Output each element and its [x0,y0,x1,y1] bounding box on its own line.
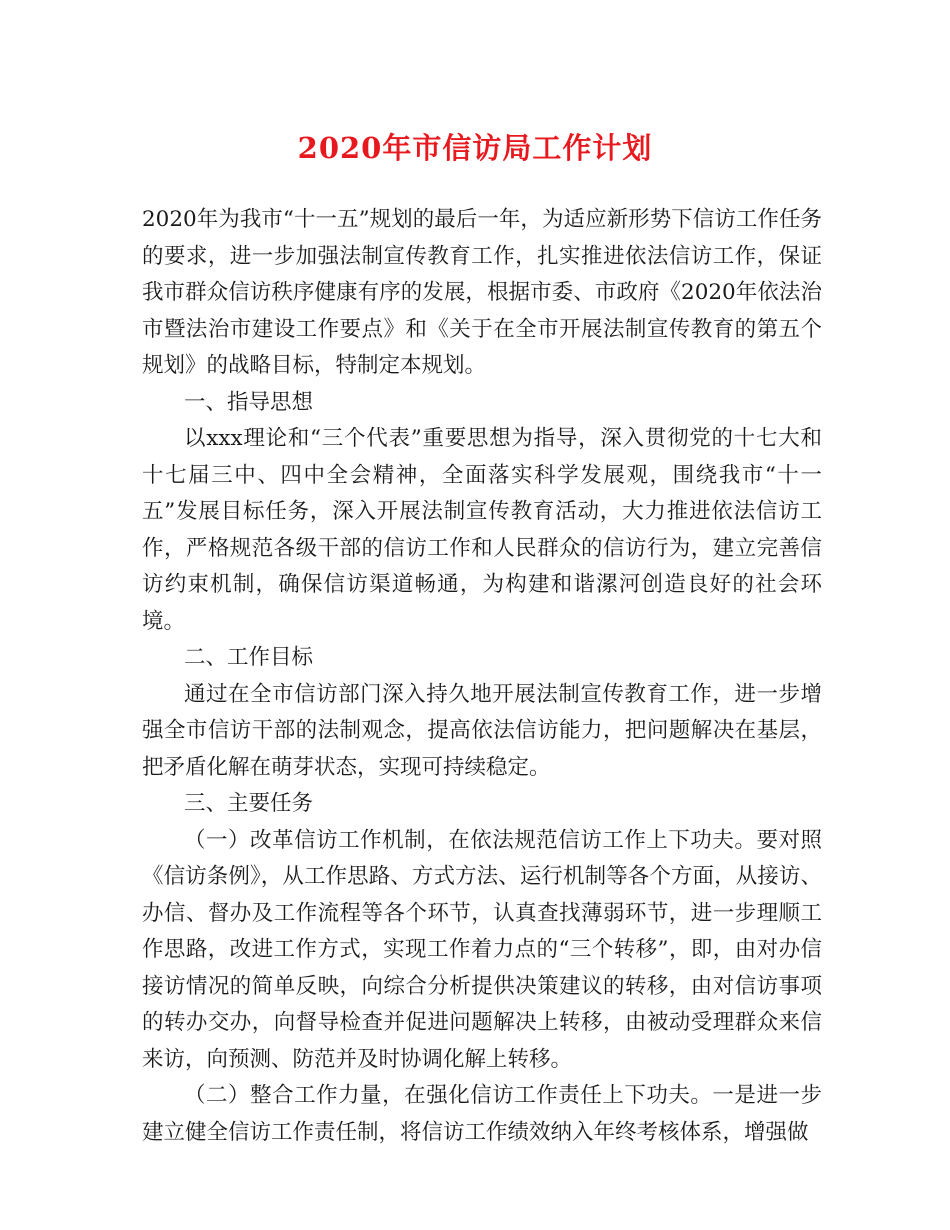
section-heading-main-tasks: 三、主要任务 [184,791,314,816]
intro-paragraph: 2020年为我市“十一五”规划的最后一年，为适应新形势下信访工作任务的要求，进一步加强法制宣传教育工作，扎实推进依法信访工作，保证我市群众信访秩序健康有序的发展，根据市委、市政府《2020年依法治市暨法治市建设工作要点》和《关于在全市开展法制宣传教育的第五个规划》的战略目标，特制定本规划。 [142,207,822,378]
paragraph-guiding-thought: 以xxx理论和“三个代表”重要思想为指导，深入贯彻党的十七大和十七届三中、四中全会精神，全面落实科学发展观，围绕我市“十一五”发展目标任务，深入开展法制宣传教育活动，大力推进依法信访工作，严格规范各级干部的信访工作和人民群众的信访行为，建立完善信访约束机制，确保信访渠道畅通，为构建和谐漯河创造良好的社会环境。 [142,426,822,634]
section-heading-guiding-thought: 一、指导思想 [184,389,314,415]
paragraph-task-one: （一）改革信访工作机制，在依法规范信访工作上下功夫。要对照《信访条例》，从工作思路、方式方法、运行机制等各个方面，从接访、办信、督办及工作流程等各个环节，认真查找薄弱环节，进一步理顺工作思路，改进工作方式，实现工作着力点的“三个转移”，即，由对办信接访情况的简单反映，向综合分析提供决策建议的转移，由对信访事项的转办交办，向督导检查并促进问题解决上转移，由被动受理群众来信来访，向预测、防范并及时协调化解上转移。 [142,827,822,1072]
paragraph-task-two: （二）整合工作力量，在强化信访工作责任上下功夫。一是进一步建立健全信访工作责任制，将信访工作绩效纳入年终考核体系，增强做 [142,1083,822,1145]
paragraph-work-goals: 通过在全市信访部门深入持久地开展法制宣传教育工作，进一步增强全市信访干部的法制观念，提高依法信访能力，把问题解决在基层，把矛盾化解在萌芽状态，实现可持续稳定。 [142,681,822,780]
document-body [142,202,822,1151]
document-title: 2020年市信访局工作计划 [297,131,653,165]
section-heading-work-goals: 二、工作目标 [184,645,314,670]
